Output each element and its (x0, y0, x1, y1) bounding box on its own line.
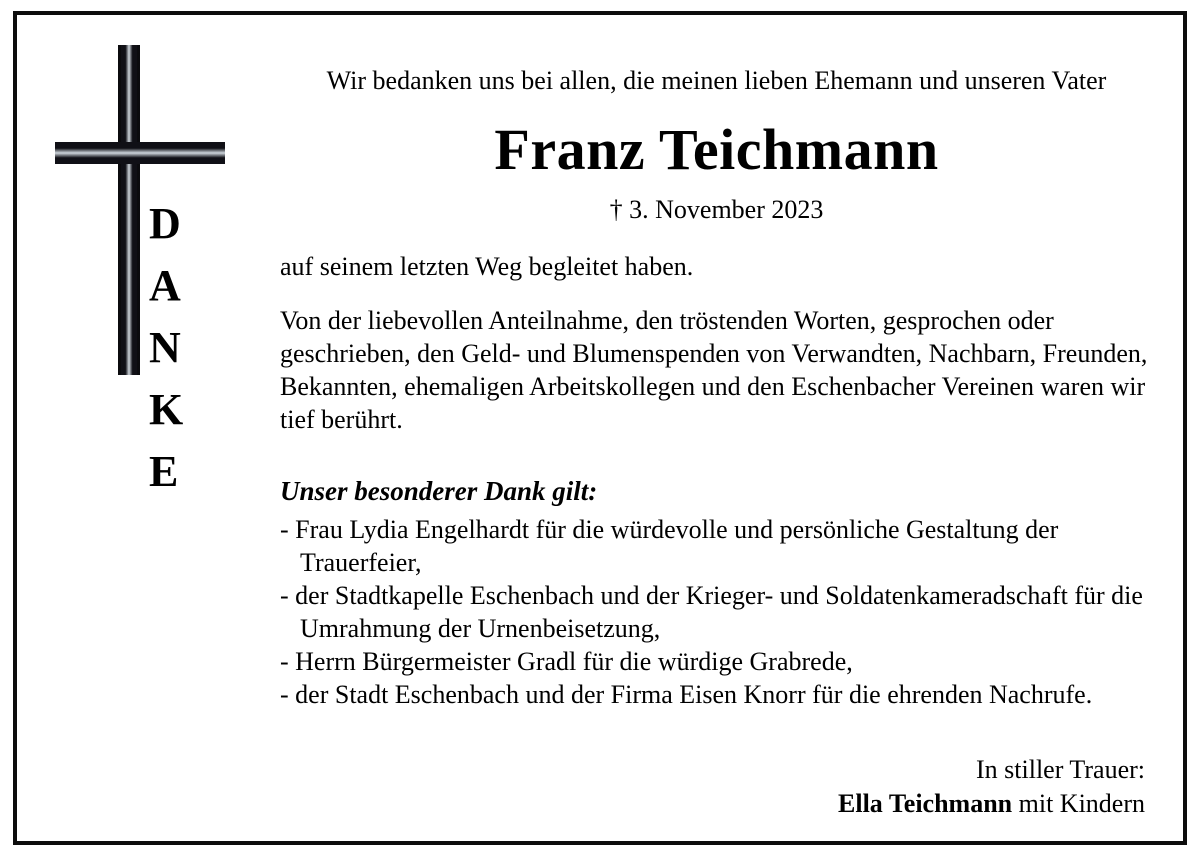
list-item: - Frau Lydia Engelhardt für die würdevolle und persönliche Gestaltung der Trauerfeier, (280, 515, 1059, 578)
signature-name: Ella Teichmann (838, 789, 1013, 819)
danke-letter: A (149, 261, 181, 310)
cross-vertical-bar (118, 45, 140, 375)
danke-letter: E (149, 447, 179, 496)
danke-letter: N (149, 323, 181, 372)
text-column (262, 15, 1183, 841)
closing-line: In stiller Trauer: (976, 755, 1145, 785)
danke-vertical-word (149, 193, 239, 503)
list-item: - Herrn Bürgermeister Gradl für die würdige Grabrede, (280, 647, 853, 677)
list-item: - der Stadtkapelle Eschenbach und der Krieger- und Soldatenkameradschaft für die Umrahmung der Urnenbeisetzung, (280, 581, 1143, 644)
danke-letter: D (149, 199, 181, 248)
cross-horizontal-bar (55, 142, 225, 164)
thanks-title: Unser besonderer Dank gilt: (280, 476, 598, 507)
danke-letter: K (149, 385, 184, 434)
closing-block (280, 753, 1153, 821)
signature-line (280, 787, 1145, 821)
thanks-list (280, 513, 1153, 711)
card-border-frame (13, 11, 1187, 845)
signature-rest: mit Kindern (1012, 789, 1145, 819)
death-date: † 3. November 2023 (609, 194, 824, 224)
card-content (17, 15, 1183, 841)
left-decoration-column (17, 15, 262, 841)
body-paragraph: Von der liebevollen Anteilnahme, den tröstenden Worten, gesprochen oder geschrieben, den Geld- und Blumenspenden von Verwandten, Nachbarn, Freunden, Bekannten, ehemaligen Arbeitskollegen und den Eschenbacher Vereinen waren wir tief berührt. (280, 306, 1148, 434)
deceased-name: Franz Teichmann (494, 116, 939, 182)
lead-text: Wir bedanken uns bei allen, die meinen lieben Ehemann und unseren Vater (326, 66, 1107, 95)
after-name-text: auf seinem letzten Weg begleitet haben. (280, 251, 694, 281)
list-item: - der Stadt Eschenbach und der Firma Eisen Knorr für die ehrenden Nachrufe. (280, 680, 1093, 710)
